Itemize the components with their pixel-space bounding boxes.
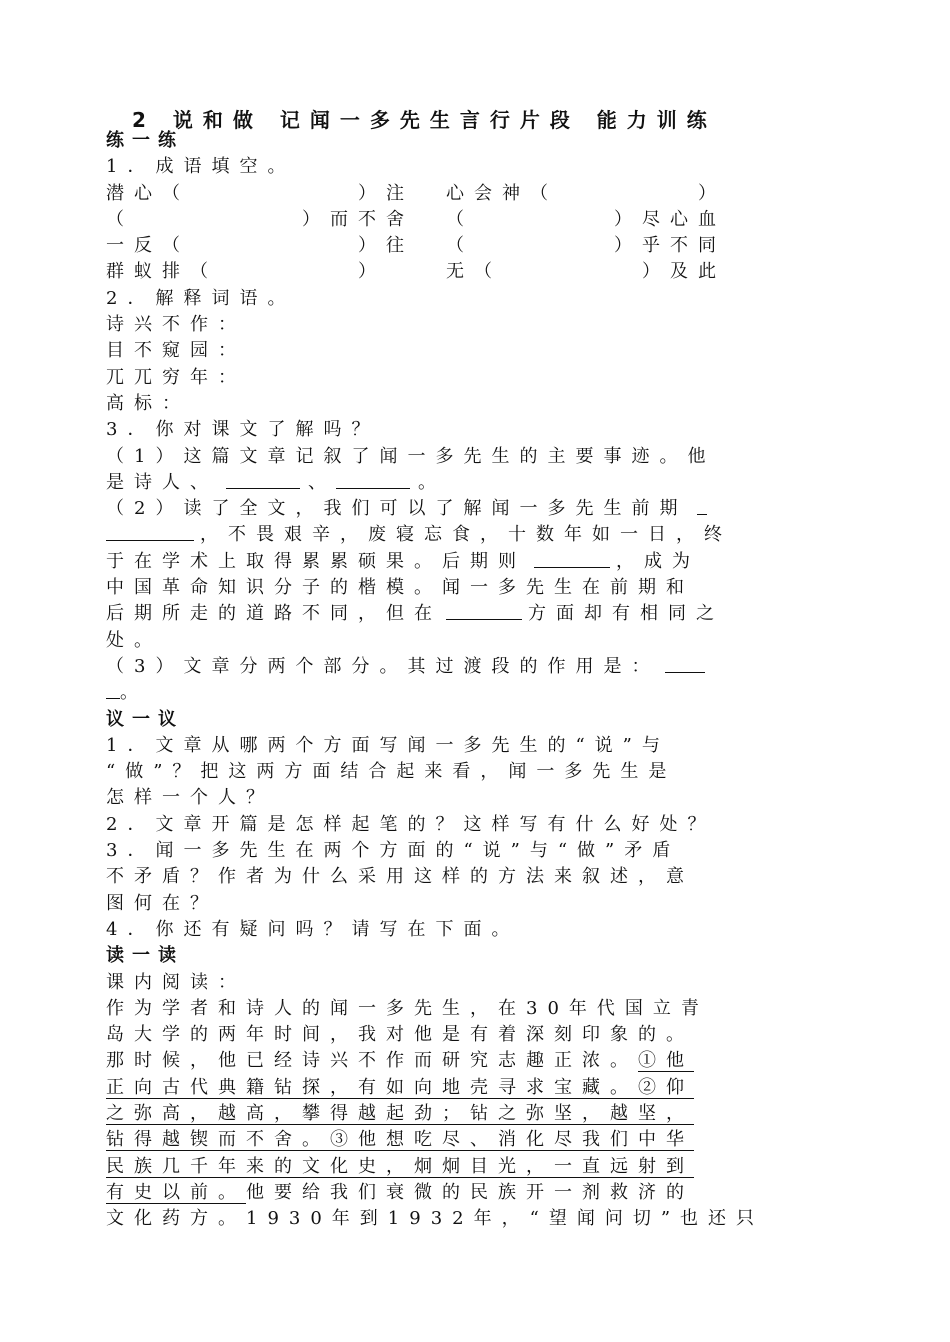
term-3: 兀兀穷年： [106,366,246,388]
fill-blank[interactable] [106,522,194,541]
idiom-2: 心会神（ ） [446,182,726,204]
discuss-q1-line2: “做”？把这两方面结合起来看，闻一多先生是 [106,761,677,783]
text: 后期所走的道路不同，但在 [106,603,442,625]
fill-blank[interactable] [446,601,522,620]
term-2: 目不窥园： [106,340,246,362]
reading-line-6: 钻得越锲而不舍。③他想吃尽、消化尽我们中华 [106,1129,694,1151]
reading-label: 课内阅读： [106,971,246,993]
idiom-7: 群蚁排（ ） [106,261,386,283]
fill-blank[interactable] [226,470,300,489]
q3-p2-line2 [106,522,832,548]
text: 、 [308,471,336,493]
idiom-4: （ ）尽心血 [446,208,726,230]
content [106,128,832,1232]
q3-p1-line1: （1）这篇文章记叙了闻一多先生的主要事迹。他 [106,445,716,467]
text: （2）读了全文，我们可以了解闻一多先生前期 [106,498,688,520]
idiom-row-3 [106,233,832,259]
reading-line-2: 岛大学的两年时间，我对他是有着深刻印象的。 [106,1024,694,1046]
text: 。 [418,471,446,493]
text: 是诗人、 [106,471,218,493]
fill-blank[interactable] [336,470,410,489]
idiom-6: （ ）乎不同 [446,235,726,257]
q3-p2-line3 [106,549,832,575]
reading-line-8 [106,1180,832,1206]
section-read: 读一读 [106,945,184,967]
underlined-text: ①他 [638,1050,694,1072]
reading-line-4: 正向古代典籍钻探，有如向地壳寻求宝藏。②仰 [106,1076,694,1098]
idiom-row-1 [106,181,832,207]
text: 他要给我们衰微的民族开一剂救济的 [246,1181,694,1203]
q3-p2-line1 [106,496,832,522]
q3-p3-line1 [106,654,832,680]
fill-blank[interactable] [665,654,705,673]
idiom-8: 无（ ）及此 [446,261,726,283]
idiom-row-4 [106,259,832,285]
page-title: 2 说和做 记闻一多先生言行片段 能力训练 [132,108,717,132]
reading-line-7: 民族几千年来的文化史，炯炯目光，一直远射到 [106,1155,694,1177]
reading-line-5: 之弥高，越高，攀得越起劲；钻之弥坚，越坚， [106,1102,694,1124]
text: ，成为 [616,550,700,572]
section-practice: 练一练 [106,130,184,151]
idiom-3: （ ）而不舍 [106,208,414,230]
fill-blank[interactable] [106,680,120,699]
fill-blank[interactable] [697,496,707,515]
idiom-1: 潜心（ ）注 [106,182,414,204]
text: 。 [120,682,148,704]
term-4: 高标： [106,392,190,414]
term-1: 诗兴不作： [106,314,246,336]
discuss-q3-line1: 3．闻一多先生在两个方面的“说”与“做”矛盾 [106,840,681,862]
discuss-q1-line3: 怎样一个人？ [106,787,274,809]
idiom-5: 一反（ ）往 [106,235,414,257]
q1-label: 1．成语填空。 [106,156,296,178]
reading-line-3 [106,1048,832,1074]
q3-p3-line2 [106,680,832,706]
idiom-row-2 [106,207,832,233]
discuss-q4: 4．你还有疑问吗？请写在下面。 [106,918,520,940]
underlined-text: 有史以前。 [106,1181,246,1203]
text: 于在学术上取得累累硕果。后期则 [106,550,526,572]
q2-label: 2．解释词语。 [106,287,296,309]
q3-p2-line4: 中国革命知识分子的楷模。闻一多先生在前期和 [106,577,694,599]
fill-blank[interactable] [534,549,610,568]
text: ，不畏艰辛，废寝忘食，十数年如一日，终 [200,524,732,546]
text: 那时候，他已经诗兴不作而研究志趣正浓。 [106,1050,638,1072]
discuss-q2: 2．文章开篇是怎样起笔的？这样写有什么好处？ [106,813,716,835]
q3-p1-line2 [106,470,832,496]
reading-line-9: 文化药方。1930年到1932年，“望闻问切”也还只 [106,1208,765,1230]
discuss-q3-line3: 图何在？ [106,892,218,914]
q3-p2-line5 [106,601,832,627]
q3-p2-line6: 处。 [106,629,162,651]
text: （3）文章分两个部分。其过渡段的作用是： [106,655,660,677]
discuss-q1-line1: 1．文章从哪两个方面写闻一多先生的“说”与 [106,734,670,756]
section-discuss: 议一议 [106,708,184,730]
text: 方面却有相同之 [528,603,724,625]
q3-label: 3．你对课文了解吗？ [106,419,380,441]
discuss-q3-line2: 不矛盾？作者为什么采用这样的方法来叙述，意 [106,866,694,888]
reading-line-1: 作为学者和诗人的闻一多先生，在30年代国立青 [106,997,709,1019]
